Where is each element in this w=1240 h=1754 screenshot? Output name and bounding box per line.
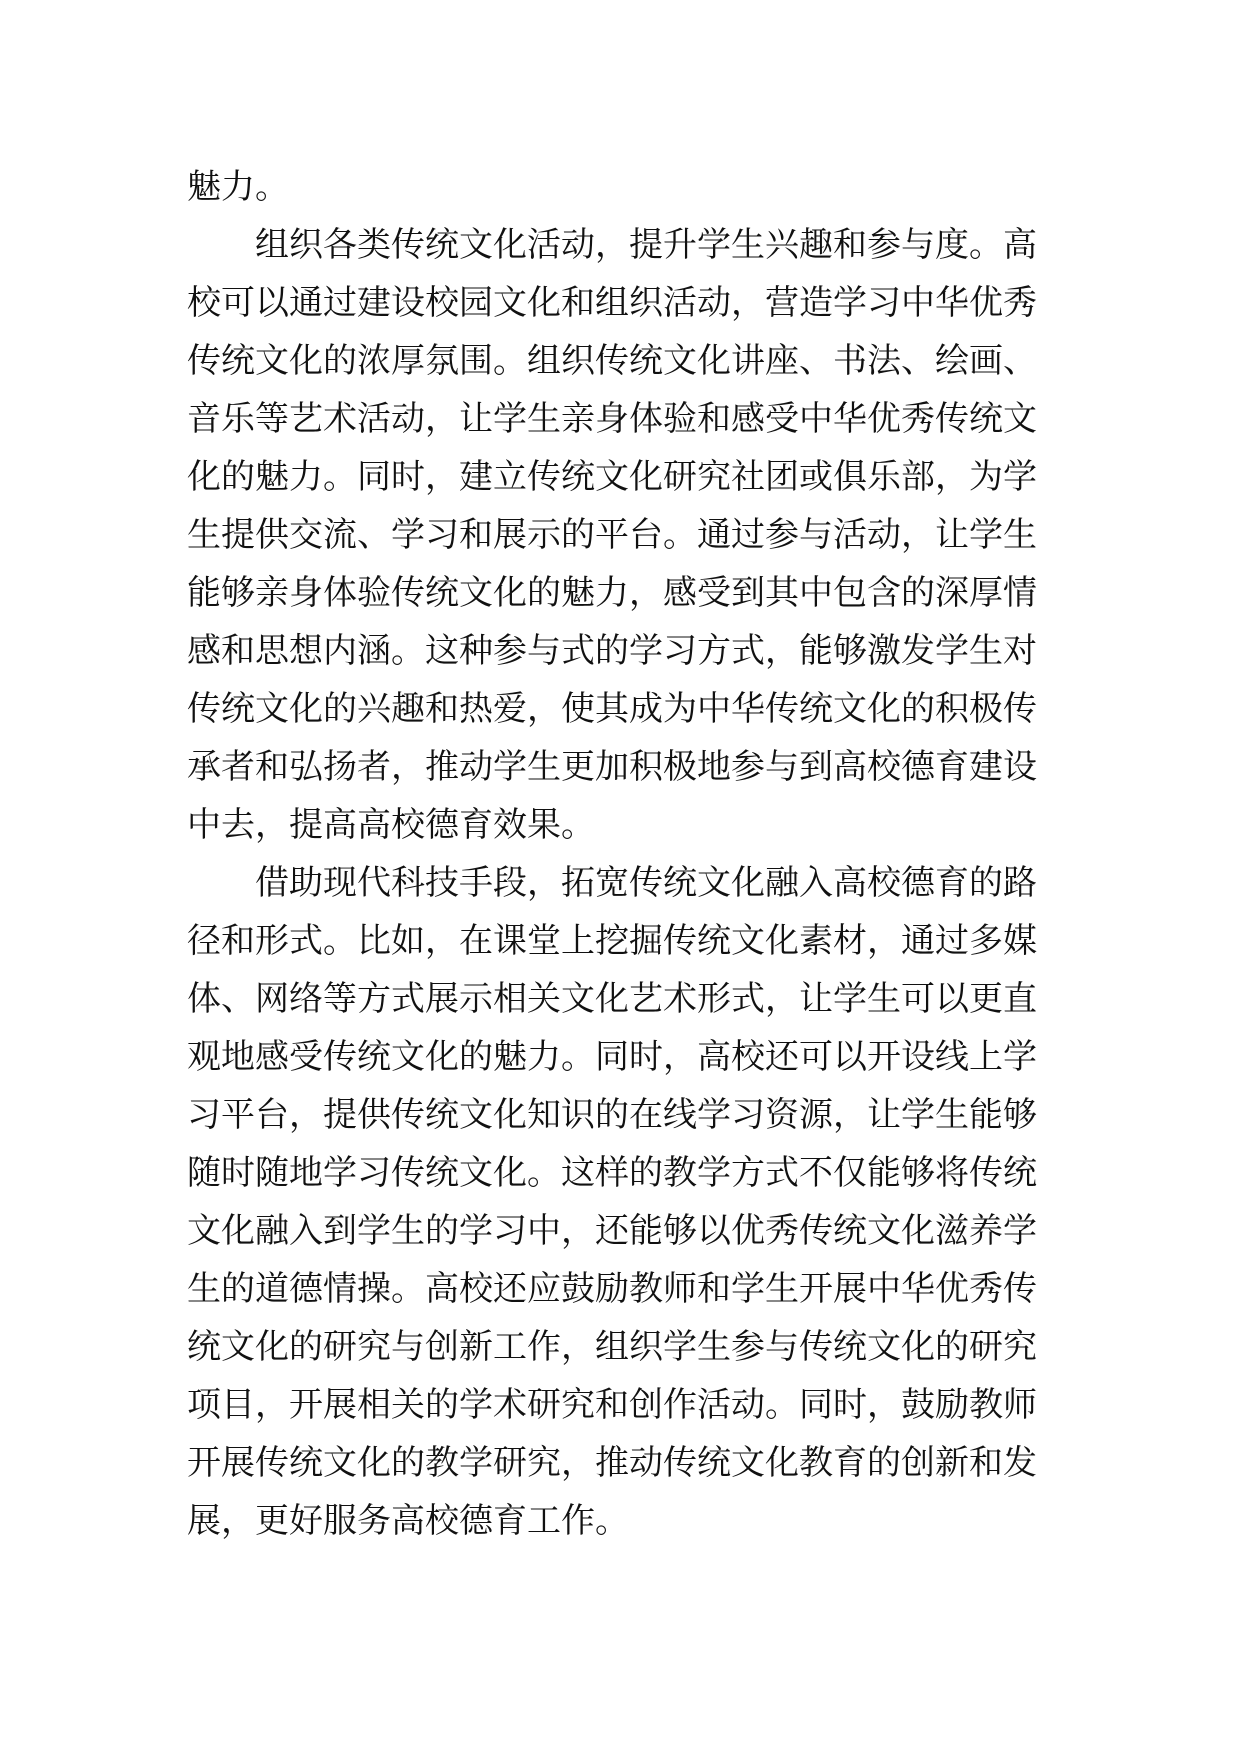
text-line: 生提供交流、学习和展示的平台。通过参与活动，让学生 — [187, 515, 1037, 555]
text-line: 承者和弘扬者，推动学生更加积极地参与到高校德育建设 — [187, 747, 1037, 787]
text-line: 魅力。 — [187, 167, 289, 207]
text-line: 开展传统文化的教学研究，推动传统文化教育的创新和发 — [187, 1443, 1037, 1483]
text-line: 项目，开展相关的学术研究和创作活动。同时，鼓励教师 — [187, 1385, 1037, 1425]
text-line: 习平台，提供传统文化知识的在线学习资源，让学生能够 — [187, 1095, 1037, 1135]
paragraph-first-line: 借助现代科技手段，拓宽传统文化融入高校德育的路 — [255, 863, 1037, 903]
paragraph-first-line: 组织各类传统文化活动，提升学生兴趣和参与度。高 — [255, 225, 1037, 265]
text-line: 传统文化的兴趣和热爱，使其成为中华传统文化的积极传 — [187, 689, 1037, 729]
text-line: 径和形式。比如，在课堂上挖掘传统文化素材，通过多媒 — [187, 921, 1037, 961]
text-line: 中去，提高高校德育效果。 — [187, 805, 595, 845]
text-line: 体、网络等方式展示相关文化艺术形式，让学生可以更直 — [187, 979, 1037, 1019]
text-line: 感和思想内涵。这种参与式的学习方式，能够激发学生对 — [187, 631, 1037, 671]
text-line: 展，更好服务高校德育工作。 — [187, 1501, 629, 1541]
text-line: 音乐等艺术活动，让学生亲身体验和感受中华优秀传统文 — [187, 399, 1037, 439]
text-line: 化的魅力。同时，建立传统文化研究社团或俱乐部，为学 — [187, 457, 1037, 497]
text-line: 传统文化的浓厚氛围。组织传统文化讲座、书法、绘画、 — [187, 341, 1037, 381]
text-line: 能够亲身体验传统文化的魅力，感受到其中包含的深厚情 — [187, 573, 1037, 613]
text-line: 文化融入到学生的学习中，还能够以优秀传统文化滋养学 — [187, 1211, 1037, 1251]
body-text — [187, 158, 1057, 1550]
text-line: 随时随地学习传统文化。这样的教学方式不仅能够将传统 — [187, 1153, 1037, 1193]
text-line: 校可以通过建设校园文化和组织活动，营造学习中华优秀 — [187, 283, 1037, 323]
text-line: 观地感受传统文化的魅力。同时，高校还可以开设线上学 — [187, 1037, 1037, 1077]
text-line: 生的道德情操。高校还应鼓励教师和学生开展中华优秀传 — [187, 1269, 1037, 1309]
text-line: 统文化的研究与创新工作，组织学生参与传统文化的研究 — [187, 1327, 1037, 1367]
